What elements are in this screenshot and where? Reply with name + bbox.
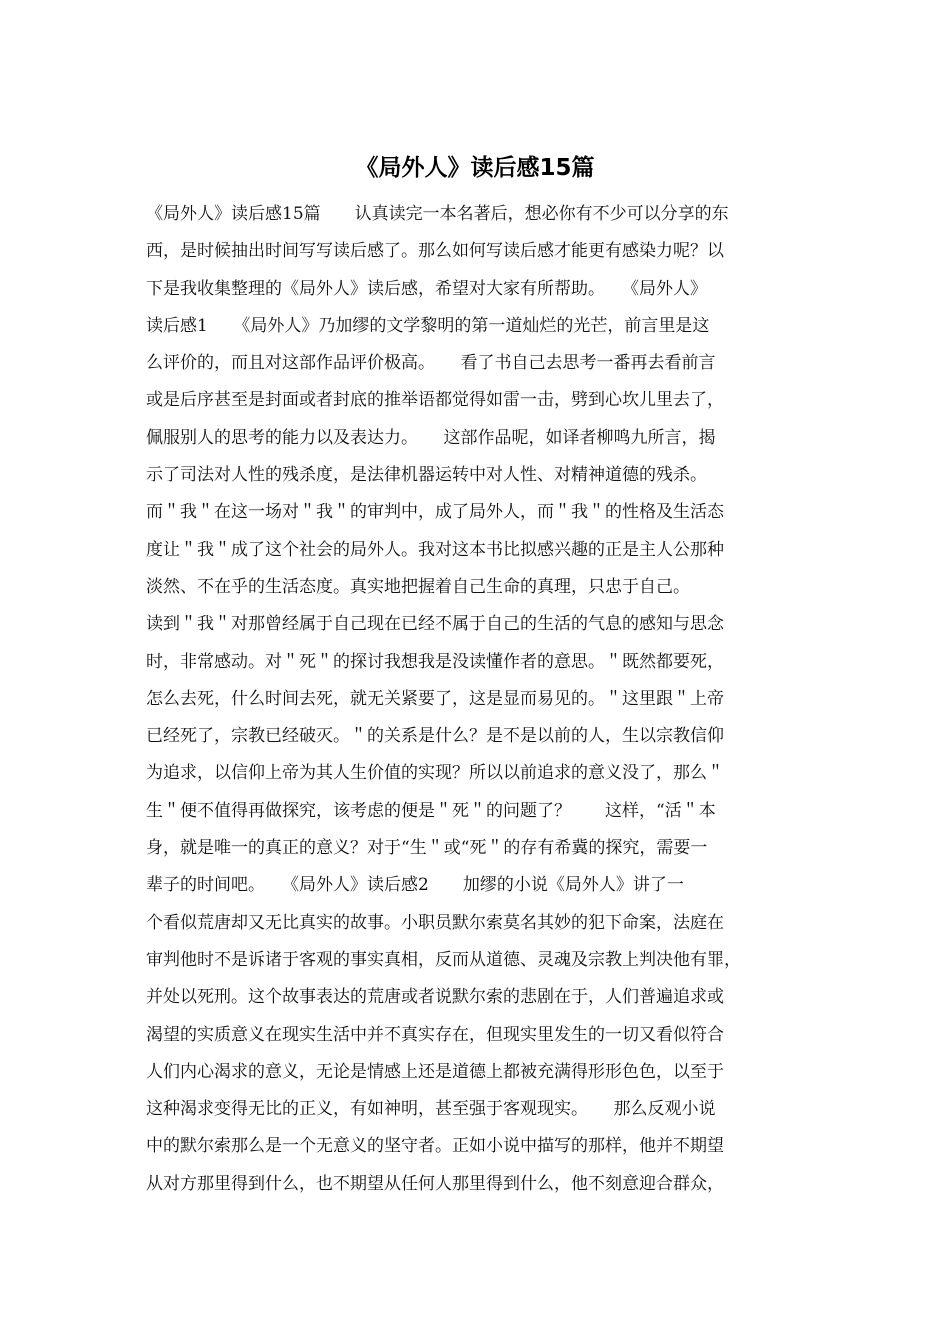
body-line: 从对方那里得到什么，也不期望从任何人那里得到什么，他不刻意迎合群众， [146, 1173, 724, 1194]
body-line: 淡然、不在乎的生活态度。真实地把握着自己生命的真理，只忠于自己。 [146, 576, 690, 597]
body-line: 时，非常感动。对＂死＂的探讨我想我是没读懂作者的意思。＂既然都要死， [146, 651, 724, 672]
body-line: 读后感1 《局外人》乃加缪的文学黎明的第一道灿烂的光芒，前言里是这 [146, 315, 710, 336]
body-line: 读到＂我＂对那曾经属于自己现在已经不属于自己的生活的气息的感知与思念 [146, 614, 724, 635]
body-line: 度让＂我＂成了这个社会的局外人。我对这本书比拟感兴趣的正是主人公那种 [146, 539, 724, 560]
body-line: 下是我收集整理的《局外人》读后感，希望对大家有所帮助。 《局外人》 [146, 278, 707, 299]
body-line: 西，是时候抽出时间写写读后感了。那么如何写读后感才能更有感染力呢？以 [146, 241, 724, 262]
document-body [146, 196, 816, 1203]
body-line: 辈子的时间吧。 《局外人》读后感2 加缪的小说《局外人》讲了一 [146, 875, 684, 896]
body-line: 而＂我＂在这一场对＂我＂的审判中，成了局外人，而＂我＂的性格及生活态 [146, 502, 724, 523]
body-line: 佩服别人的思考的能力以及表达力。 这部作品呢，如译者柳鸣九所言，揭 [146, 427, 716, 448]
body-line: 审判他时不是诉诸于客观的事实真相，反而从道德、灵魂及宗教上判决他有罪， [146, 949, 741, 970]
body-line: 人们内心渴求的意义，无论是情感上还是道德上都被充满得形形色色，以至于 [146, 1061, 724, 1082]
body-line: 生＂便不值得再做探究，该考虑的便是＂死＂的问题了？ 这样，“活＂本 [146, 800, 716, 821]
body-line: 么评价的，而且对这部作品评价极高。 看了书自己去思考一番再去看前言 [146, 353, 716, 374]
body-line: 《局外人》读后感15篇 认真读完一本名著后，想必你有不少可以分享的东 [146, 204, 729, 224]
body-line: 怎么去死，什么时间去死，就无关紧要了，这是显而易见的。＂这里跟＂上帝 [146, 688, 724, 709]
body-line: 这种渴求变得无比的正义，有如神明，甚至强于客观现实。 那么反观小说 [146, 1099, 716, 1120]
body-line: 或是后序甚至是封面或者封底的推举语都觉得如雷一击，劈到心坎儿里去了， [146, 390, 724, 411]
body-line: 为追求，以信仰上帝为其人生价值的实现？所以以前追求的意义没了，那么＂ [146, 763, 724, 784]
body-line: 身，就是唯一的真正的意义？对于“生＂或“死＂的存有希冀的探究，需要一 [146, 838, 708, 859]
document-title: 《局外人》读后感15篇 [355, 155, 595, 181]
body-line: 并处以死刑。这个故事表达的荒唐或者说默尔索的悲剧在于，人们普遍追求或 [146, 987, 724, 1008]
body-line: 渴望的实质意义在现实生活中并不真实存在，但现实里发生的一切又看似符合 [146, 1024, 724, 1045]
body-line: 个看似荒唐却又无比真实的故事。小职员默尔索莫名其妙的犯下命案，法庭在 [146, 912, 724, 933]
body-line: 已经死了，宗教已经破灭。＂的关系是什么？是不是以前的人，生以宗教信仰 [146, 726, 724, 747]
body-line: 示了司法对人性的残杀度，是法律机器运转中对人性、对精神道德的残杀。 [146, 465, 707, 486]
body-line: 中的默尔索那么是一个无意义的坚守者。正如小说中描写的那样，他并不期望 [146, 1136, 724, 1157]
